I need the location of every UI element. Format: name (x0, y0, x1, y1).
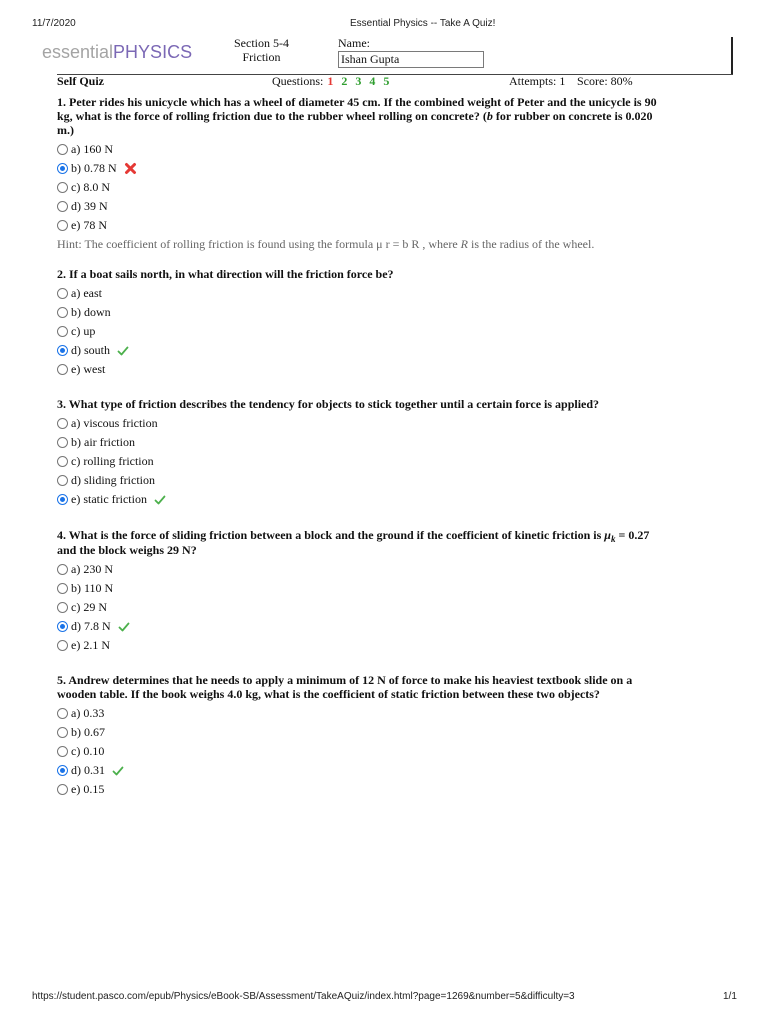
check-icon (154, 494, 166, 506)
question-3 (57, 397, 737, 509)
question-link-5[interactable]: 5 (383, 74, 390, 88)
answer-option-e[interactable] (57, 360, 737, 379)
hint-text (57, 237, 737, 251)
answer-option-a[interactable] (57, 414, 737, 433)
radio-button[interactable] (57, 201, 68, 212)
answer-label: c) 29 N (71, 600, 107, 614)
radio-button[interactable] (57, 307, 68, 318)
x-icon (124, 162, 137, 175)
text-segment: kg, what is the force of rolling friction due to the rubber wheel rolling on concrete? ( (57, 109, 487, 123)
answer-label: c) 0.10 (71, 744, 105, 758)
question-link-1[interactable]: 1 (327, 74, 334, 88)
question-2 (57, 267, 737, 379)
radio-button[interactable] (57, 364, 68, 375)
section-number: Section 5-4 (234, 36, 289, 50)
check-icon (112, 765, 124, 777)
answer-label: e) west (71, 362, 106, 376)
answer-label: a) viscous friction (71, 416, 158, 430)
answer-label: a) east (71, 286, 102, 300)
text-segment: 1. Peter rides his unicycle which has a wheel of diameter 45 cm. If the combined weight of Peter and the unicycle is 90 (57, 95, 657, 109)
attempts-count: Attempts: 1 (509, 74, 566, 88)
answer-option-e[interactable] (57, 780, 737, 799)
answer-options (57, 560, 737, 655)
radio-button[interactable] (57, 326, 68, 337)
text-segment: and the block weighs 29 N? (57, 543, 197, 557)
radio-button[interactable] (57, 621, 68, 632)
answer-label: b) 110 N (71, 581, 114, 595)
answer-label: c) up (71, 324, 96, 338)
italic-symbol: R (460, 237, 469, 251)
answer-label: d) south (71, 343, 110, 357)
answer-label: a) 160 N (71, 142, 113, 156)
print-url: https://student.pasco.com/epub/Physics/eBook-SB/Assessment/TakeAQuiz/index.html?page=1269&number=5&difficulty=3 (32, 991, 575, 1002)
question-title (57, 397, 737, 411)
answer-option-e[interactable] (57, 636, 737, 655)
answer-label: e) static friction (71, 492, 147, 506)
radio-button[interactable] (57, 345, 68, 356)
answer-label: c) rolling friction (71, 454, 154, 468)
answer-option-d[interactable] (57, 341, 737, 360)
text-segment: 2. If a boat sails north, in what direction will the friction force be? (57, 267, 394, 281)
answer-option-a[interactable] (57, 140, 737, 159)
answer-option-a[interactable] (57, 704, 737, 723)
answer-option-b[interactable] (57, 433, 737, 452)
answer-label: e) 0.15 (71, 782, 105, 796)
radio-button[interactable] (57, 727, 68, 738)
radio-button[interactable] (57, 640, 68, 651)
answer-label: a) 0.33 (71, 706, 105, 720)
answer-option-b[interactable] (57, 723, 737, 742)
answer-option-d[interactable] (57, 471, 737, 490)
answer-option-a[interactable] (57, 560, 737, 579)
question-navigation (272, 74, 389, 88)
answer-label: b) 0.67 (71, 725, 105, 739)
italic-symbol: μ (604, 528, 611, 542)
answer-option-c[interactable] (57, 452, 737, 471)
questions-label: Questions: (272, 74, 324, 88)
question-title-line (57, 527, 737, 543)
answer-option-c[interactable] (57, 598, 737, 617)
question-title-line (57, 543, 737, 557)
logo-text-essential: essential (42, 42, 114, 62)
answer-options (57, 704, 737, 799)
question-link-3[interactable]: 3 (355, 74, 362, 88)
question-title (57, 95, 737, 137)
radio-button[interactable] (57, 708, 68, 719)
answer-option-e[interactable] (57, 490, 737, 509)
check-icon (117, 345, 129, 357)
question-title (57, 527, 737, 557)
question-4 (57, 527, 737, 655)
answer-options (57, 140, 737, 235)
answer-label: b) air friction (71, 435, 135, 449)
question-title (57, 267, 737, 281)
header-border-right (731, 37, 733, 75)
answer-options (57, 414, 737, 509)
radio-button[interactable] (57, 163, 68, 174)
text-segment: 4. What is the force of sliding friction between a block and the ground if the coefficient of kinetic friction is (57, 528, 605, 542)
answer-options (57, 284, 737, 379)
text-segment: for rubber on concrete is 0.020 (492, 109, 653, 123)
question-title-line (57, 109, 737, 123)
name-label: Name: (338, 36, 370, 50)
answer-label: e) 2.1 N (71, 638, 110, 652)
radio-button[interactable] (57, 437, 68, 448)
answer-option-b[interactable] (57, 159, 737, 178)
section-info (226, 36, 297, 64)
text-segment: m.) (57, 123, 74, 137)
question-title-line (57, 267, 737, 281)
question-1 (57, 95, 737, 251)
answer-option-d[interactable] (57, 197, 737, 216)
answer-label: d) 0.31 (71, 763, 105, 777)
radio-button[interactable] (57, 746, 68, 757)
text-segment: 3. What type of friction describes the tendency for objects to stick together until a certain force is applied? (57, 397, 600, 411)
answer-label: d) 7.8 N (71, 619, 111, 633)
answer-option-b[interactable] (57, 303, 737, 322)
radio-button[interactable] (57, 583, 68, 594)
print-date: 11/7/2020 (32, 18, 76, 29)
answer-option-c[interactable] (57, 178, 737, 197)
answer-label: e) 78 N (71, 218, 107, 232)
text-segment: 5. Andrew determines that he needs to apply a minimum of 12 N of force to make his heaviest textbook slide on a (57, 673, 633, 687)
radio-button[interactable] (57, 418, 68, 429)
italic-symbol: b (486, 109, 493, 123)
answer-label: d) 39 N (71, 199, 108, 213)
section-topic: Friction (242, 50, 281, 64)
text-segment: = 0.27 (615, 528, 650, 542)
print-page-title: Essential Physics -- Take A Quiz! (350, 18, 496, 29)
question-links (323, 74, 389, 88)
radio-button[interactable] (57, 564, 68, 575)
essential-physics-logo (42, 42, 192, 62)
answer-label: d) sliding friction (71, 473, 155, 487)
question-title-line (57, 687, 737, 701)
text-segment: Hint: The coefficient of rolling friction is found using the formula μ r = b R , where (57, 237, 461, 251)
question-title-line (57, 397, 737, 411)
question-link-4[interactable]: 4 (369, 74, 376, 88)
answer-label: c) 8.0 N (71, 180, 110, 194)
answer-option-c[interactable] (57, 322, 737, 341)
question-title-line (57, 95, 737, 109)
print-page-number: 1/1 (723, 991, 737, 1002)
question-title (57, 673, 737, 701)
answer-option-d[interactable] (57, 617, 737, 636)
check-icon (118, 621, 130, 633)
question-title-line (57, 673, 737, 687)
answer-option-d[interactable] (57, 761, 737, 780)
answer-option-a[interactable] (57, 284, 737, 303)
self-quiz-title: Self Quiz (57, 74, 104, 88)
radio-button[interactable] (57, 182, 68, 193)
radio-button[interactable] (57, 494, 68, 505)
answer-label: b) 0.78 N (71, 161, 117, 175)
radio-button[interactable] (57, 456, 68, 467)
radio-button[interactable] (57, 602, 68, 613)
question-link-2[interactable]: 2 (341, 74, 348, 88)
text-segment: is the radius of the wheel. (468, 237, 595, 251)
quiz-status-bar (57, 74, 733, 88)
answer-label: b) down (71, 305, 111, 319)
answer-label: a) 230 N (71, 562, 113, 576)
subscript-symbol: k (610, 534, 616, 544)
logo-text-physics: PHYSICS (113, 42, 193, 62)
radio-button[interactable] (57, 765, 68, 776)
answer-option-c[interactable] (57, 742, 737, 761)
radio-button[interactable] (57, 220, 68, 231)
radio-button[interactable] (57, 288, 68, 299)
score-display: Score: 80% (577, 74, 633, 88)
radio-button[interactable] (57, 475, 68, 486)
text-segment: wooden table. If the book weighs 4.0 kg, what is the coefficient of static friction between these two objects? (57, 687, 600, 701)
answer-option-b[interactable] (57, 579, 737, 598)
question-5 (57, 673, 737, 799)
name-input[interactable] (338, 51, 484, 68)
radio-button[interactable] (57, 144, 68, 155)
radio-button[interactable] (57, 784, 68, 795)
answer-option-e[interactable] (57, 216, 737, 235)
question-title-line (57, 123, 737, 137)
